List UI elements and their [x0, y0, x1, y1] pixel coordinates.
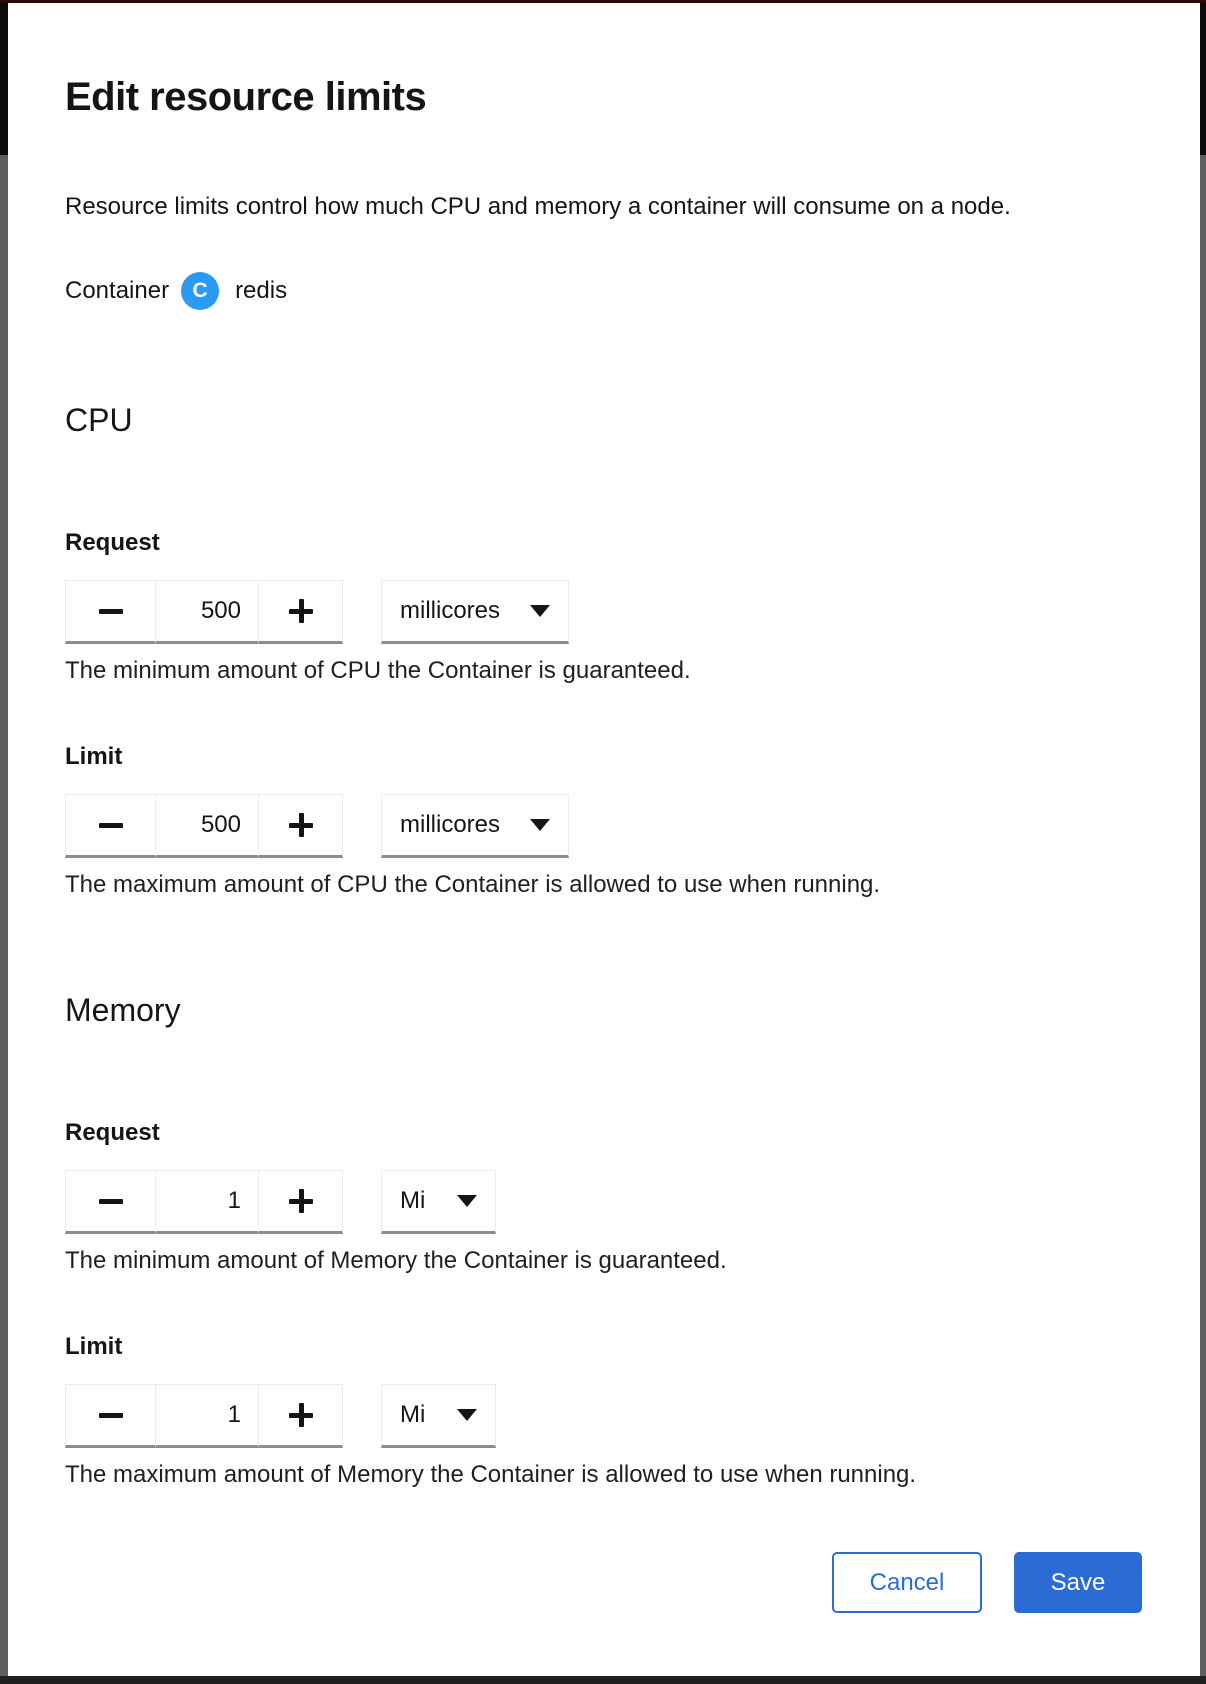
- cpu-limit-value-input[interactable]: [155, 794, 259, 858]
- cpu-request-unit-select[interactable]: [381, 580, 569, 644]
- cpu-request-increment-button[interactable]: [258, 580, 343, 644]
- memory-limit-unit-select[interactable]: [381, 1384, 496, 1448]
- cpu-request-help-text: The minimum amount of CPU the Container is guaranteed.: [65, 657, 691, 684]
- memory-limit-value-input[interactable]: [155, 1384, 259, 1448]
- memory-request-increment-button[interactable]: [258, 1170, 343, 1234]
- memory-request-help-text: The minimum amount of Memory the Container is guaranteed.: [65, 1247, 727, 1274]
- memory-limit-help-text: The maximum amount of Memory the Container is allowed to use when running.: [65, 1461, 917, 1488]
- container-row: [65, 272, 1142, 310]
- plus-icon: [289, 1403, 313, 1427]
- modal-description: Resource limits control how much CPU and memory a container will consume on a node.: [65, 193, 1011, 220]
- caret-down-icon: [457, 1409, 477, 1421]
- container-badge-icon: C: [181, 272, 219, 310]
- cpu-limit-increment-button[interactable]: [258, 794, 343, 858]
- cpu-limit-decrement-button[interactable]: [65, 794, 156, 858]
- cpu-request-stepper: [65, 580, 343, 644]
- cpu-limit-field: [65, 794, 1142, 858]
- container-label: Container: [65, 277, 170, 304]
- caret-down-icon: [530, 819, 550, 831]
- plus-icon: [289, 813, 313, 837]
- section-heading-memory: Memory: [65, 992, 181, 1028]
- cpu-request-value-input[interactable]: [155, 580, 259, 644]
- memory-limit-stepper: [65, 1384, 343, 1448]
- memory-request-decrement-button[interactable]: [65, 1170, 156, 1234]
- memory-limit-field: [65, 1384, 1142, 1448]
- memory-limit-unit-value: Mi: [400, 1401, 426, 1428]
- modal-actions: [65, 1552, 1142, 1613]
- memory-limit-decrement-button[interactable]: [65, 1384, 156, 1448]
- cpu-request-label: Request: [65, 529, 160, 556]
- memory-request-unit-value: Mi: [400, 1187, 426, 1214]
- save-button[interactable]: Save: [1014, 1552, 1142, 1613]
- minus-icon: [99, 609, 123, 614]
- memory-limit-increment-button[interactable]: [258, 1384, 343, 1448]
- modal-title: Edit resource limits: [65, 75, 427, 119]
- memory-request-field: [65, 1170, 1142, 1234]
- caret-down-icon: [530, 605, 550, 617]
- minus-icon: [99, 823, 123, 828]
- plus-icon: [289, 1189, 313, 1213]
- memory-request-unit-select[interactable]: [381, 1170, 496, 1234]
- cpu-limit-unit-value: millicores: [400, 811, 501, 838]
- minus-icon: [99, 1199, 123, 1204]
- cpu-request-field: [65, 580, 1142, 644]
- cpu-limit-label: Limit: [65, 743, 123, 770]
- container-name: redis: [235, 277, 288, 304]
- memory-request-stepper: [65, 1170, 343, 1234]
- plus-icon: [289, 599, 313, 623]
- minus-icon: [99, 1413, 123, 1418]
- memory-request-value-input[interactable]: [155, 1170, 259, 1234]
- section-heading-cpu: CPU: [65, 402, 133, 438]
- cpu-limit-stepper: [65, 794, 343, 858]
- page-bottom-backdrop: [0, 1676, 1206, 1684]
- cpu-request-unit-value: millicores: [400, 597, 501, 624]
- cancel-button[interactable]: Cancel: [832, 1552, 982, 1613]
- memory-limit-label: Limit: [65, 1333, 123, 1360]
- memory-request-label: Request: [65, 1119, 160, 1146]
- cpu-limit-help-text: The maximum amount of CPU the Container is allowed to use when running.: [65, 871, 881, 898]
- cpu-limit-unit-select[interactable]: [381, 794, 569, 858]
- caret-down-icon: [457, 1195, 477, 1207]
- cpu-request-decrement-button[interactable]: [65, 580, 156, 644]
- edit-resource-limits-modal: [8, 3, 1200, 1676]
